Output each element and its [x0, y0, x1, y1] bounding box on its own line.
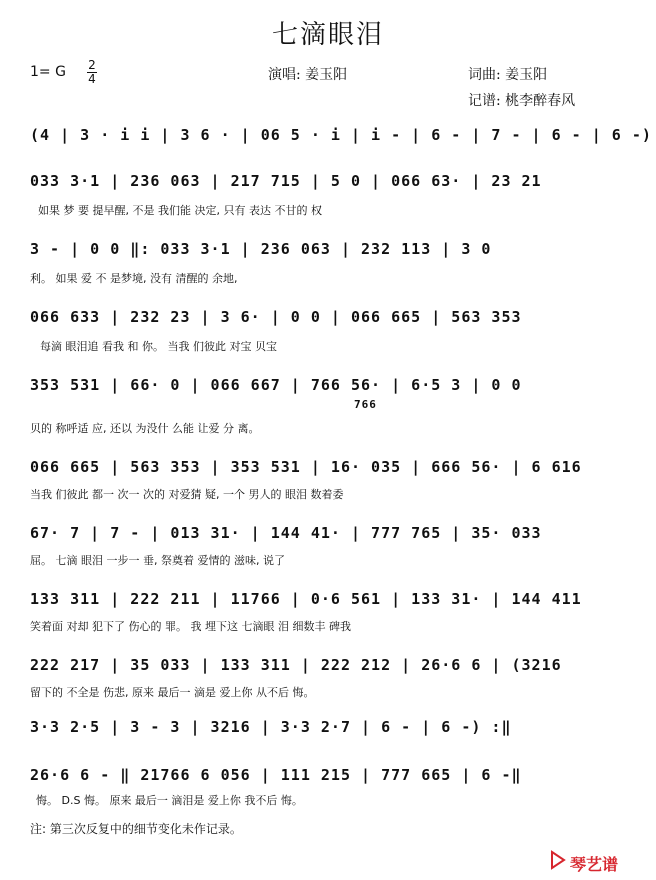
lyrics-line: 贝的 称呼适 应, 还以 为没什 么能 让爱 分 离。: [30, 422, 260, 435]
score-notes-line: 066 665 | 563 353 | 353 531 | 16· 035 | 666 56· | 6 616: [30, 458, 582, 476]
score-notes-line: 26·6 6 - ‖ 21766 6 056 | 111 215 | 777 665 | 6 -‖: [30, 766, 522, 784]
lyrics-line: 留下的 不全是 伤悲, 原来 最后一 滴是 爱上你 从不后 悔。: [30, 686, 315, 699]
score-notes-line: 222 217 | 35 033 | 133 311 | 222 212 | 26·6 6 | (3216: [30, 656, 562, 674]
transcriber-credit: 记谱: 桃李醉春风: [468, 93, 576, 109]
time-signature-bottom: 4: [88, 72, 96, 86]
time-signature: [87, 60, 97, 85]
score-notes-line: 353 531 | 66· 0 | 066 667 | 766 56· | 6·5 3 | 0 0: [30, 376, 522, 394]
site-logo: 琴艺谱: [570, 855, 619, 874]
score-notes-line: 67· 7 | 7 - | 013 31· | 144 41· | 777 765 | 35· 033: [30, 524, 542, 542]
composer-credit: 词曲: 姜玉阳: [468, 67, 548, 83]
score-notes-line: (4 | 3 · i i | 3 6 · | 06 5 · i | i - | 6 - | 7 - | 6 - | 6 -): [30, 126, 652, 144]
singer-credit: 演唱: 姜玉阳: [268, 67, 348, 83]
logo-icon: [550, 850, 566, 870]
lyrics-line: 当我 们彼此 都一 次一 次的 对爱猜 疑, 一个 男人的 眼泪 数着委: [30, 488, 344, 501]
lyrics-line: 如果 梦 要 提早醒, 不是 我们能 决定, 只有 表达 不甘的 权: [38, 204, 322, 217]
time-signature-top: 2: [88, 58, 96, 72]
score-notes-line: 066 633 | 232 23 | 3 6· | 0 0 | 066 665 | 563 353: [30, 308, 522, 326]
score-notes-line: 033 3·1 | 236 063 | 217 715 | 5 0 | 066 63· | 23 21: [30, 172, 542, 190]
score-notes-line: 3 - | 0 0 ‖: 033 3·1 | 236 063 | 232 113 | 3 0: [30, 240, 492, 258]
lyrics-line: 笑着面 对却 犯下了 伤心的 罪。 我 埋下这 七滴眼 泪 细数丰 碑我: [30, 620, 351, 633]
lyrics-line: 每滴 眼泪追 看我 和 你。 当我 们彼此 对宝 贝宝: [40, 340, 277, 353]
key-signature: 1= G: [30, 64, 66, 80]
lyrics-line: 利。 如果 爱 不 是梦境, 没有 清醒的 余地,: [30, 272, 238, 285]
lyrics-line: 屈。 七滴 眼泪 一步一 垂, 祭奠着 爱情的 滋味, 说了: [30, 554, 285, 567]
lyrics-line: 悔。 D.S 悔。 原来 最后一 滴泪是 爱上你 我不后 悔。: [36, 794, 303, 807]
footer-note: 注: 第三次反复中的细节变化未作记录。: [30, 822, 242, 836]
song-title: 七滴眼泪: [271, 20, 384, 50]
score-notes-line: 3·3 2·5 | 3 - 3 | 3216 | 3·3 2·7 | 6 - | 6 -) :‖: [30, 718, 512, 736]
score-notes-line: 133 311 | 222 211 | 11766 | 0·6 561 | 133 31· | 144 411: [30, 590, 582, 608]
score-alternate-notes: 766: [354, 398, 377, 411]
